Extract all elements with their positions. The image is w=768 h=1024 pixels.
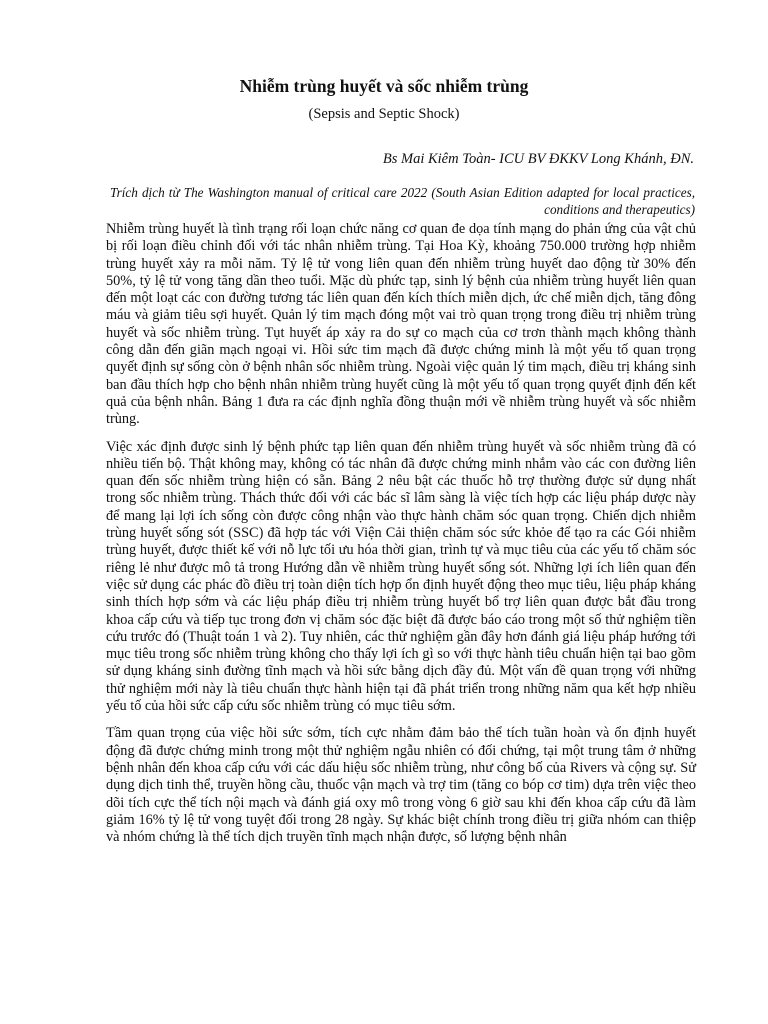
document-title: Nhiễm trùng huyết và sốc nhiễm trùng <box>239 76 529 96</box>
body-paragraph-1: Nhiễm trùng huyết là tình trạng rối loạn chức năng cơ quan đe dọa tính mạng do phản ứng của vật chủ bị rối loạn điều chỉnh đối với tác nhân nhiễm trùng. Tại Hoa Kỳ, khoảng 750.000 trường hợp nhiễm trùng huyết xảy ra mỗi năm. Tỷ lệ tử vong liên quan đến nhiễm trùng huyết dao động từ 30% đến 50%, tỷ lệ tử vong tăng dần theo tuổi. Mặc dù phức tạp, sinh lý bệnh của nhiễm trùng huyết liên quan đến một loạt các con đường tương tác liên quan đến kích thích miễn dịch, ức chế miễn dịch, tăng đông máu và giảm tiêu sợi huyết. Quản lý tim mạch đóng một vai trò quan trọng trong điều trị nhiễm trùng huyết và sốc nhiễm trùng. Tụt huyết áp xảy ra do sự co mạch của cơ trơn thành mạch không thành công dẫn đến giãn mạch ngoại vi. Hồi sức tim mạch đã được chứng minh là một yếu tố quan trọng quyết định sự sống còn ở bệnh nhân sốc nhiễm trùng. Ngoài việc quản lý tim mạch, điều trị kháng sinh ban đầu thích hợp cho bệnh nhân nhiễm trùng huyết cũng là một yếu tố quan trọng quyết định đến kết quả của bệnh nhân. Bảng 1 đưa ra các định nghĩa đồng thuận mới về nhiễm trùng huyết và sốc nhiễm trùng. <box>106 221 696 428</box>
body-paragraph-3: Tầm quan trọng của việc hồi sức sớm, tích cực nhằm đảm bảo thể tích tuần hoàn và ổn định huyết động đã được chứng minh trong một thử nghiệm ngẫu nhiên có đối chứng, tại một trung tâm ở những bệnh nhân đến khoa cấp cứu với các dấu hiệu sốc nhiễm trùng, như công bố của Rivers và cộng sự. Sử dụng dịch tinh thể, truyền hồng cầu, thuốc vận mạch và trợ tim (tăng co bóp cơ tim) dựa trên việc theo dõi tích cực thể tích nội mạch và đánh giá oxy mô trong vòng 6 giờ sau khi đến khoa cấp cứu đã làm giảm 16% tỷ lệ tử vong tuyệt đối trong 28 ngày. Sự khác biệt chính trong điều trị giữa nhóm can thiệp và nhóm chứng là thể tích dịch truyền tĩnh mạch nhận được, số lượng bệnh nhân <box>106 725 696 846</box>
author-line: Bs Mai Kiêm Toàn- ICU BV ĐKKV Long Khánh, ĐN. <box>382 151 694 167</box>
source-citation: Trích dịch từ The Washington manual of critical care 2022 (South Asian Edition adapted for local practices, conditions and therapeutics) <box>110 185 695 217</box>
document-subtitle: (Sepsis and Septic Shock) <box>308 106 460 122</box>
document-body <box>106 221 696 856</box>
body-paragraph-2: Việc xác định được sinh lý bệnh phức tạp liên quan đến nhiễm trùng huyết và sốc nhiễm trùng đã có nhiều tiến bộ. Thật không may, không có tác nhân đã được chứng minh nhắm vào các con đường liên quan đến sốc nhiễm trùng hiện có sẵn. Bảng 2 nêu bật các thuốc hỗ trợ thường được sử dụng nhất trong sốc nhiễm trùng. Thách thức đối với các bác sĩ lâm sàng là việc tích hợp các liệu pháp dược này để mang lại lợi ích sống còn được công nhận vào thực hành chăm sóc quan trọng. Chiến dịch nhiễm trùng huyết sống sót (SSC) đã hợp tác với Viện Cải thiện chăm sóc sức khỏe để tạo ra các Gói nhiễm trùng huyết, được thiết kế với nỗ lực tối ưu hóa thời gian, trình tự và mục tiêu của các yếu tố chăm sóc riêng lẻ như được mô tả trong Hướng dẫn về nhiễm trùng huyết sống sót. Những lợi ích liên quan đến việc sử dụng các phác đồ điều trị toàn diện tích hợp ổn định huyết động theo mục tiêu, liệu pháp kháng sinh thích hợp sớm và các liệu pháp điều trị nhiễm trùng huyết bổ trợ liên quan được bắt đầu trong khoa cấp cứu và tiếp tục trong đơn vị chăm sóc đặc biệt đã được báo cáo trong một số thử nghiệm tiền cứu trước đó (Thuật toán 1 và 2). Tuy nhiên, các thử nghiệm gần đây hơn đánh giá liệu pháp hướng tới mục tiêu trong sốc nhiễm trùng không cho thấy lợi ích gì so với thực hành tiêu chuẩn hiện tại bao gồm sử dụng kháng sinh đường tĩnh mạch và hồi sức bằng dịch đầy đủ. Một vấn đề quan trọng với những thử nghiệm mới này là tiêu chuẩn thực hành hiện tại đã phát triển trong những năm qua kết hợp nhiều yếu tố của hồi sức cấp cứu sốc nhiễm trùng có mục tiêu sớm. <box>106 438 696 715</box>
